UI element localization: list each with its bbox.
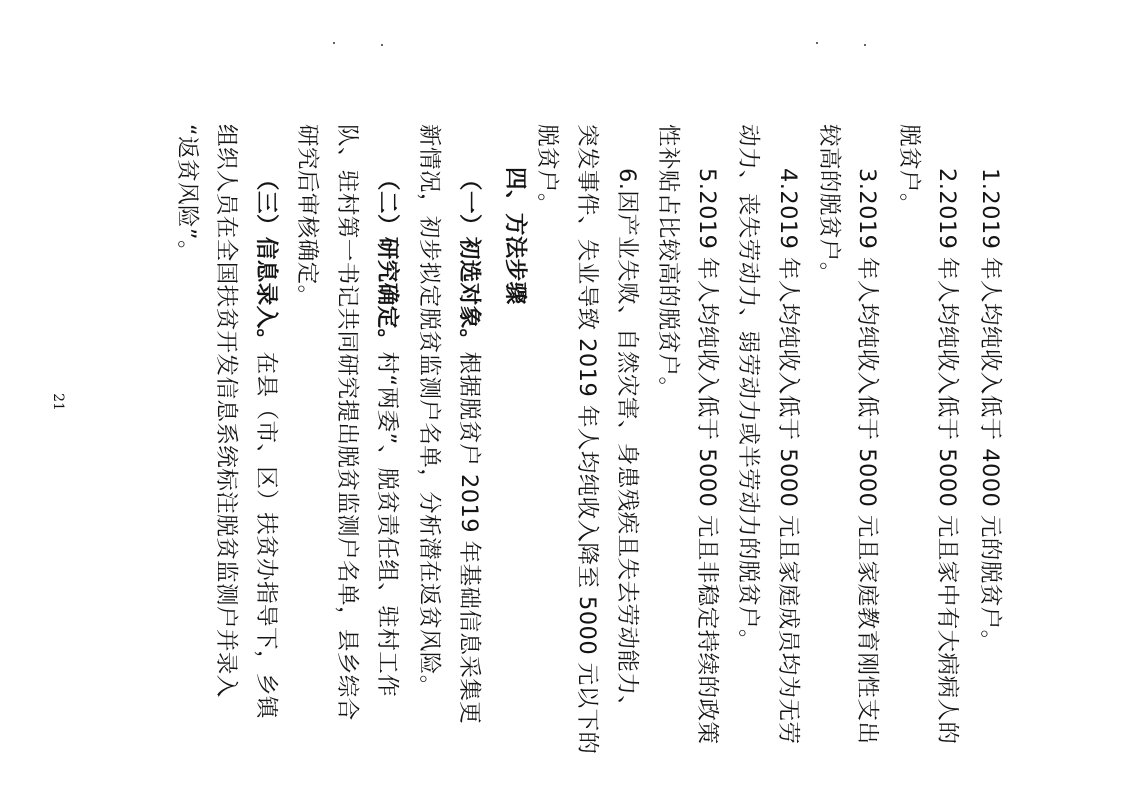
criterion-4-line-1: 4.2019 年人均纯收入低于 5000 元且家庭成员均为无劳 — [775, 168, 801, 745]
step-3-title: （三）信息录入。 — [253, 168, 279, 352]
criterion-3-line-1: 3.2019 年人均纯收入低于 5000 元且家庭教育刚性支出 — [854, 168, 880, 745]
criterion-5-line-1: 5.2019 年人均纯收入低于 5000 元且非稳定持续的政策 — [694, 168, 720, 745]
scan-mark — [864, 44, 866, 46]
criterion-4-line-2: 动力、丧失劳动力、弱劳动力或半劳动力的脱贫户。 — [735, 124, 761, 652]
criterion-6-line-2: 突发事件、失业导致 2019 年人均纯收入降至 5000 元以下的 — [574, 124, 600, 755]
section-heading: 四、方法步骤 — [502, 167, 528, 305]
step-2-text: 村“两委”、脱贫责任组、驻村工作 — [374, 351, 400, 698]
step-3-line-1 — [255, 168, 278, 719]
step-3-line-3: “返贫风险”。 — [174, 124, 200, 263]
criterion-6-line-3: 脱贫户。 — [534, 124, 560, 216]
scan-mark — [381, 44, 383, 46]
scan-mark — [816, 42, 818, 44]
step-3-line-2: 组织人员在全国扶贫开发信息系统标注脱贫监测户并录入 — [213, 124, 239, 698]
step-1-text: 根据脱贫户 2019 年基础信息采集更 — [456, 351, 482, 725]
criterion-2-line-2: 脱贫户。 — [896, 124, 922, 216]
step-1-title: （一）初选对象。 — [456, 168, 482, 352]
step-2-title: （二）研究确定。 — [374, 168, 400, 352]
step-2-line-3: 研究后审核确定。 — [294, 124, 320, 308]
criterion-6-line-1: 6.因产业失败、自然灾害、身患残疾且失去劳动能力、 — [614, 168, 640, 719]
criterion-3-line-2: 较高的脱贫户。 — [816, 124, 842, 285]
page-number: 21 — [49, 393, 66, 411]
step-1-line-2: 新情况，初步拟定脱贫监测户名单，分析潜在返贫风险。 — [416, 124, 442, 698]
criterion-5-line-2: 性补贴占比较高的脱贫户。 — [655, 124, 681, 400]
step-2-line-1 — [376, 168, 399, 697]
criterion-1-line-1: 1.2019 年人均纯收入低于 4000 元的脱贫户。 — [977, 168, 1003, 653]
scan-mark — [333, 42, 335, 44]
step-2-line-2: 队、驻村第一书记共同研究提出脱贫监测户名单，县乡综合 — [334, 124, 360, 721]
step-1-line-1 — [458, 168, 481, 724]
step-3-text: 在县（市、区）扶贫办指导下，乡镇 — [253, 351, 279, 719]
criterion-2-line-1: 2.2019 年人均纯收入低于 5000 元且家中有大病病人的 — [934, 168, 960, 745]
